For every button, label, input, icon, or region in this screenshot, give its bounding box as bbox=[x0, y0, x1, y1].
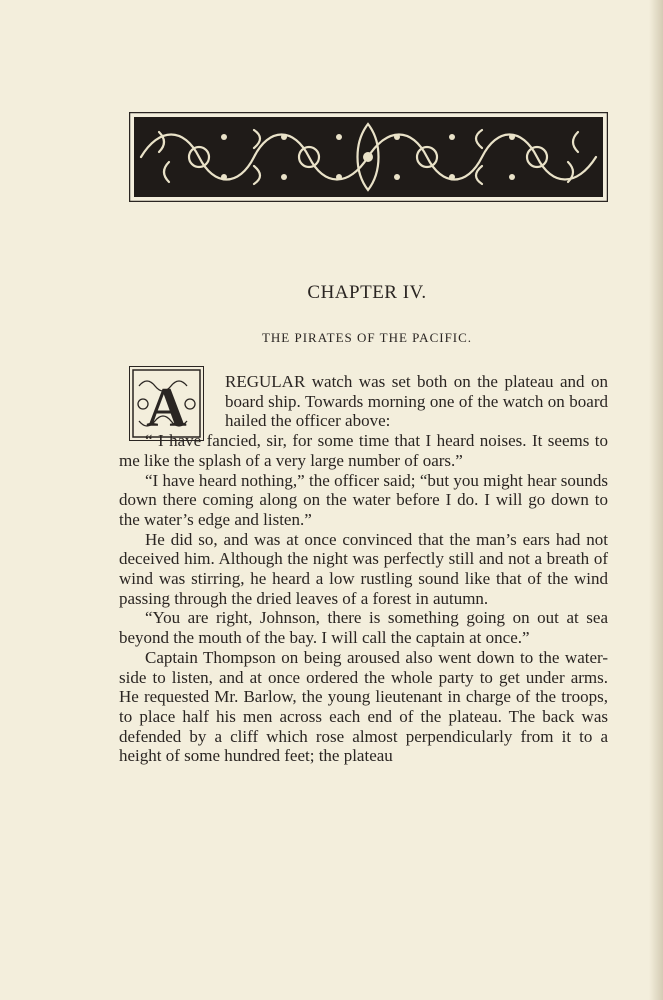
paragraph: Captain Thompson on being aroused also went down to the water-side to listen, and at once ordered the whole party to get under arms. He requested Mr. Barlow, the young lieutenant in charge of the troops, to place half his men across each end of the plateau. The back was defended by a cliff which rose almost perpendicularly from it to a height of some hundred feet; the plateau bbox=[119, 647, 608, 766]
page-edge-shadow bbox=[649, 0, 663, 1000]
body-text bbox=[119, 372, 608, 766]
ornamental-headpiece bbox=[129, 112, 608, 202]
paragraph: “You are right, Johnson, there is something going on out at sea beyond the mouth of the bay. I will call the captain at once.” bbox=[119, 608, 608, 648]
paragraph: REGULAR watch was set both on the plateau and on board ship. Towards morning one of the watch on board hailed the officer above: bbox=[225, 372, 608, 431]
paragraph: “I have heard nothing,” the officer said; “but you might hear sounds down there coming along on the water before I do. I will go down to the water’s edge and listen.” bbox=[119, 470, 608, 529]
paragraph: He did so, and was at once convinced that the man’s ears had not deceived him. Although the night was perfectly still and not a breath of wind was stirring, he heard a low rustling sound like that of the wind passing through the dried leaves of a forest in autumn. bbox=[119, 529, 608, 608]
paragraph: “ I have fancied, sir, for some time that I heard noises. It seems to me like the splash of a very large number of oars.” bbox=[119, 431, 608, 470]
chapter-subtitle: THE PIRATES OF THE PACIFIC. bbox=[261, 330, 473, 345]
chapter-title: CHAPTER IV. bbox=[307, 282, 427, 303]
drop-cap-letter: A bbox=[146, 377, 187, 439]
